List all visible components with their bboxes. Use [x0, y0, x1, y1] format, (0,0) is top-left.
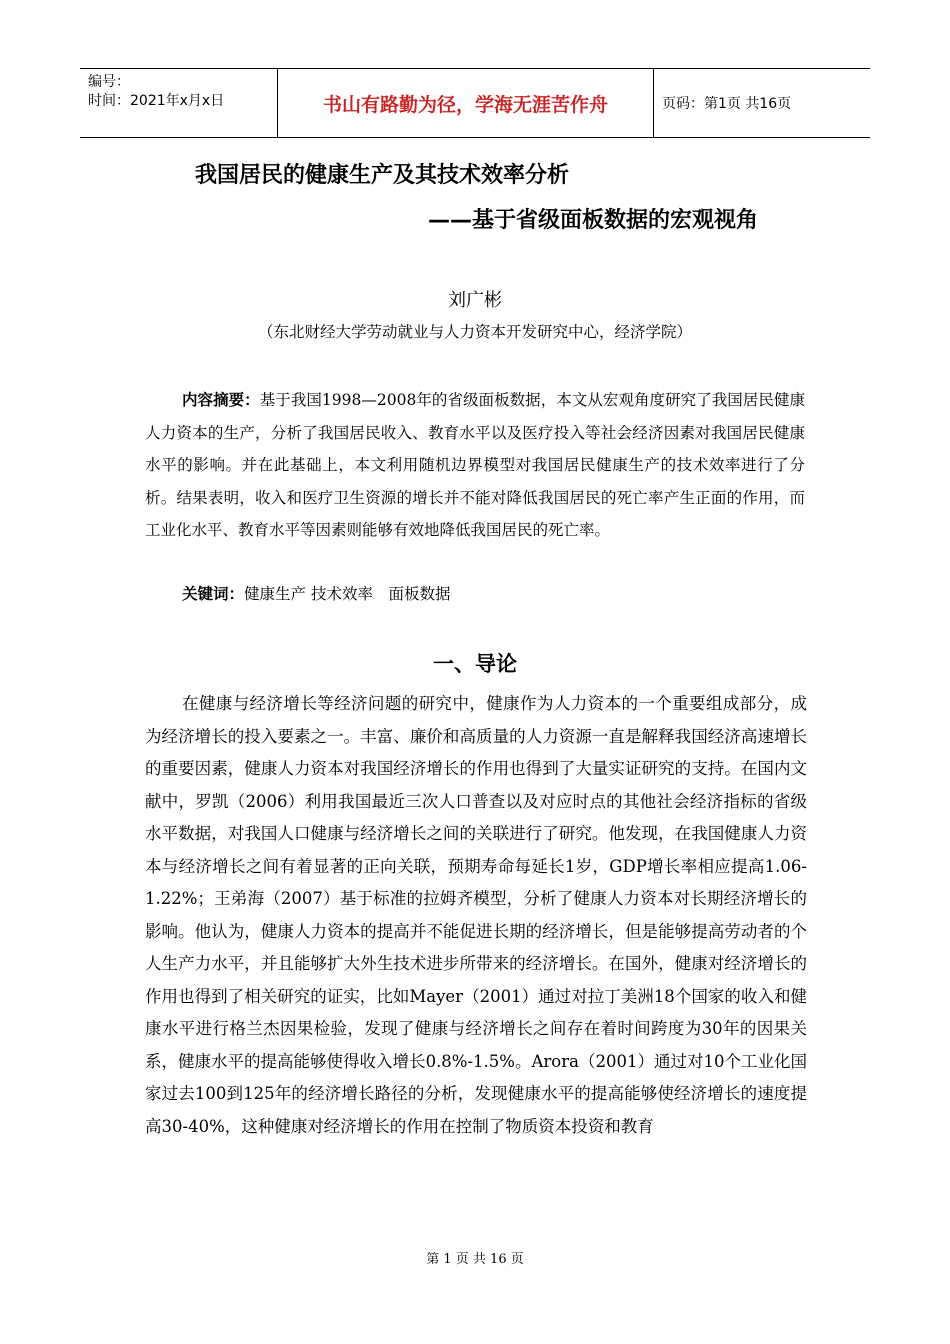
header-time: 时间：2021年x月x日 [88, 93, 225, 109]
section-heading: 一、导论 [433, 652, 517, 676]
abstract [145, 384, 805, 547]
paper-title: 我国居民的健康生产及其技术效率分析 [195, 163, 570, 188]
keywords-text: 健康生产 技术效率 面板数据 [244, 585, 451, 603]
header-meta [80, 69, 278, 137]
paper-author: 刘广彬 [448, 290, 502, 311]
abstract-text: 基于我国1998—2008年的省级面板数据，本文从宏观角度研究了我国居民健康人力资本的生产，分析了我国居民收入、教育水平以及医疗投入等社会经济因素对我国居民健康水平的影响。并在此基础上，本文利用随机边界模型对我国居民健康生产的技术效率进行了分析。结果表明，收入和医疗卫生资源的增长并不能对降低我国居民的死亡率产生正面的作用，而工业化水平、教育水平等因素则能够有效地降低我国居民的死亡率。 [145, 391, 805, 540]
paper-subtitle: ——基于省级面板数据的宏观视角 [428, 208, 759, 233]
paper-affiliation: （东北财经大学劳动就业与人力资本开发研究中心，经济学院） [257, 323, 692, 341]
header-page-info: 页码：第1页 共16页 [662, 96, 792, 112]
page-header [80, 68, 870, 138]
page-footer: 第 1 页 共 16 页 [426, 1252, 524, 1267]
keywords-label: 关键词： [182, 585, 245, 603]
header-motto: 书山有路勤为径，学海无涯苦作舟 [278, 69, 654, 137]
section-paragraph: 在健康与经济增长等经济问题的研究中，健康作为人力资本的一个重要组成部分，成为经济增长的投入要素之一。丰富、廉价和高质量的人力资源一直是解释我国经济高速增长的重要因素，健康人力资本对我国经济增长的作用也得到了大量实证研究的支持。在国内文献中，罗凯（2006）利用我国最近三次人口普查以及对应时点的其他社会经济指标的省级水平数据，对我国人口健康与经济增长之间的关联进行了研究。他发现，在我国健康人力资本与经济增长之间有着显著的正向关联，预期寿命每延长1岁，GDP增长率相应提高1.06-1.22%；王弟海（2007）基于标准的拉姆齐模型，分析了健康人力资本对长期经济增长的影响。他认为，健康人力资本的提高并不能促进长期的经济增长，但是能够提高劳动者的个人生产力水平，并且能够扩大外生技术进步所带来的经济增长。在国外，健康对经济增长的作用也得到了相关研究的证实，比如Mayer（2001）通过对拉丁美洲18个国家的收入和健康水平进行格兰杰因果检验，发现了健康与经济增长之间存在着时间跨度为30年的因果关系，健康水平的提高能够使得收入增长0.8%-1.5%。Arora（2001）通过对10个工业化国家过去100到125年的经济增长路径的分析，发现健康水平的提高能够使经济增长的速度提高30-40%，这种健康对经济增长的作用在控制了物质资本投资和教育 [145, 694, 807, 1136]
keywords [182, 582, 450, 604]
abstract-label: 内容摘要： [182, 391, 260, 409]
header-number: 编号： [88, 74, 130, 90]
